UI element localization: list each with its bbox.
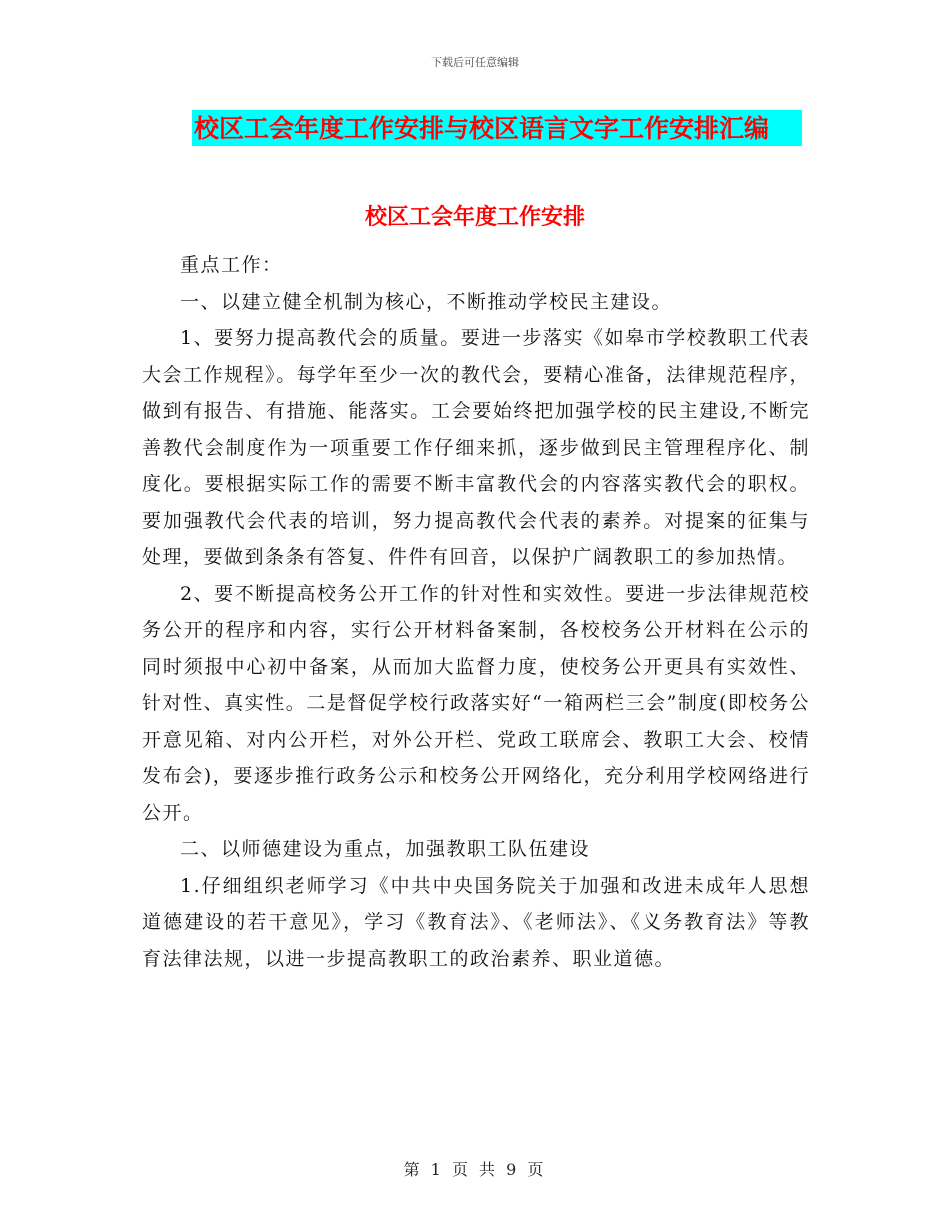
paragraph-item-2-1: 1.仔细组织老师学习《中共中央国务院关于加强和改进未成年人思想道德建设的若干意见》，学习《教育法》、《老师法》、《义务教育法》等教育法律法规，以进一步提高教职工的政治素养、职业道德。 [142, 874, 810, 970]
paragraph-heading: 重点工作： [180, 254, 283, 276]
section-title: 校区工会年度工作安排 [364, 205, 585, 230]
page-footer: 第 1 页 共 9 页 [403, 1160, 547, 1179]
paragraph-item-1-2: 2、要不断提高校务公开工作的针对性和实效性。要进一步法律规范校务公开的程序和内容，实行公开材料备案制，各校校务公开材料在公示的同时须报中心初中备案，从而加大监督力度，使校务公开更具有实效性、针对性、真实性。二是督促学校行政落实好“一箱两栏三会”制度(即校务公开意见箱、对内公开栏，对外公开栏、党政工联席会、教职工大会、校情发布会)，要逐步推行政务公示和校务公开网络化，充分利用学校网络进行公开。 [142, 582, 810, 824]
header-note: 下载后可任意编辑 [431, 56, 519, 69]
paragraph-section-2: 二、以师德建设为重点，加强教职工队伍建设 [180, 838, 591, 860]
main-title: 校区工会年度工作安排与校区语言文字工作安排汇编 [194, 114, 770, 143]
paragraph-item-1-1: 1、要努力提高教代会的质量。要进一步落实《如皋市学校教职工代表大会工作规程》。每学年至少一次的教代会，要精心准备，法律规范程序，做到有报告、有措施、能落实。工会要始终把加强学校的民主建设,不断完善教代会制度作为一项重要工作仔细来抓，逐步做到民主管理程序化、制度化。要根据实际工作的需要不断丰富教代会的内容落实教代会的职权。要加强教代会代表的培训，努力提高教代会代表的素养。对提案的征集与处理，要做到条条有答复、件件有回音，以保护广阔教职工的参加热情。 [142, 327, 810, 568]
document-body [142, 247, 810, 977]
paragraph-section-1: 一、以建立健全机制为核心，不断推动学校民主建设。 [180, 290, 673, 313]
